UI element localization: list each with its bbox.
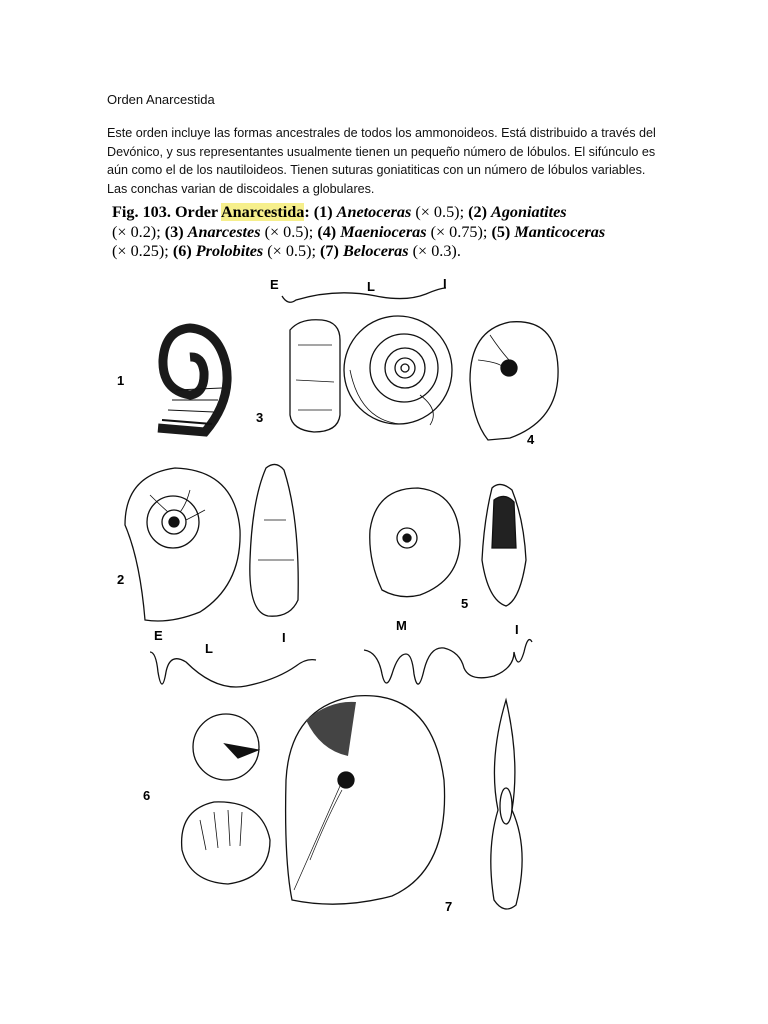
taxon-scale: (× 0.75) [430,222,483,241]
taxon-number: (6) [172,242,192,260]
taxon-scale: (× 0.5) [415,203,460,221]
taxon-name: Manticoceras [514,222,606,241]
taxon-name: Beloceras [342,242,409,260]
suture-line-top [282,288,446,302]
caption-order-name: Anarcestida [220,203,305,221]
shell-agoniatites [125,464,298,621]
shell-manticoceras [370,484,526,606]
caption-fig-label: Fig. 103. Order [112,203,221,221]
taxon-number: (1) [313,203,333,221]
paragraph-line: Devónico, y sus representantes usualmente tienen un pequeño número de lóbulos. El sifúnculo es [107,144,656,159]
suture-letter: E [270,277,279,292]
figure-number: 5 [461,596,469,611]
shell-beloceras [286,696,523,909]
taxon-scale: (× 0.5) [264,222,309,241]
suture-line-left [150,652,316,687]
suture-letter: L [205,641,213,656]
taxon-scale: (× 0.2) [112,222,157,241]
taxon-name: Agoniatites [491,203,567,221]
suture-letter: I [515,622,519,637]
taxon-name: Anetoceras [336,203,412,221]
taxon-name: Prolobites [195,242,264,260]
taxon-number: (5) [491,222,511,241]
shell-prolobites [182,714,270,884]
figure-number: 3 [256,410,264,425]
figure-number: 4 [527,432,535,447]
shell-maenioceras [470,322,558,440]
shell-anarcestes [290,316,452,432]
figure-number: 6 [143,788,151,803]
section-heading: Orden Anarcestida [107,92,215,107]
shell-anetoceras [158,328,227,432]
taxon-number: (3) [164,222,184,241]
figure-number: 1 [117,373,125,388]
taxon-scale: (× 0.5) [267,242,312,260]
taxon-number: (2) [468,203,487,221]
taxon-number: (4) [317,222,337,241]
taxon-name: Anarcestes [187,222,261,241]
suture-letter: L [367,279,375,294]
figure-number: 2 [117,572,125,587]
suture-letter: E [154,628,163,643]
taxon-number: (7) [320,242,339,260]
paragraph-line: Las conchas varian de discoidales a globulares. [107,181,375,196]
suture-letter: I [282,630,286,645]
suture-line-right [364,640,532,685]
figure-caption: Fig. 103. Order Anarcestida: (1) Anetoceras (× 0.5); (2) Agoniatites (× 0.2); (3) Anarcestes (× 0.5); (4) Maenioceras (× 0.75); (5) Manticoceras (× 0.25); (6) Prolobites (× 0.5); (7) Beloceras (× 0.3). [112,203,606,260]
taxon-scale: (× 0.25) [112,242,165,260]
figure-number: 7 [445,899,453,914]
paragraph-line: Este orden incluye las formas ancestrales de todos los ammonoideos. Está distribuido a través del [107,126,656,140]
taxon-scale: (× 0.3) [412,242,457,260]
taxon-name: Maenioceras [340,222,427,241]
suture-letter: M [396,618,407,633]
caption-colon: : [304,203,314,221]
paragraph-line: aún como el de los nautiloideos. Tienen suturas goniatiticas con un número de lóbulos variables. [107,163,646,177]
suture-letter: I [443,276,447,291]
